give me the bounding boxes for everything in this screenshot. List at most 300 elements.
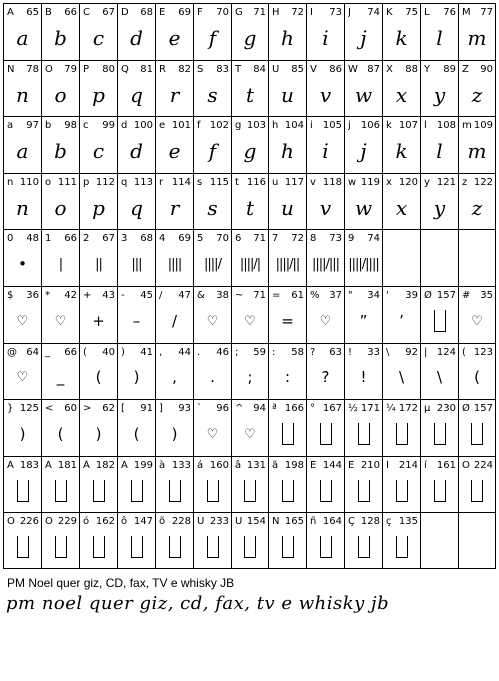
glyph-code: 78: [26, 64, 39, 75]
glyph-code: 73: [329, 233, 342, 244]
glyph-code: 122: [473, 177, 493, 188]
glyph-key-label: l: [424, 120, 427, 131]
glyph-code: 69: [178, 233, 191, 244]
glyph-cell: [79, 343, 117, 399]
glyph-code: 105: [322, 120, 342, 131]
glyph-key-label: q: [121, 177, 128, 188]
glyph-code: 63: [329, 347, 342, 358]
glyph-sample: [118, 244, 155, 284]
glyph-cell: [458, 399, 496, 456]
glyph-cell: [117, 456, 155, 512]
glyph-char: p: [92, 82, 105, 107]
glyph-key-label: Ç: [348, 516, 355, 527]
glyph-sample: [42, 301, 79, 341]
glyph-char: ”: [359, 311, 368, 330]
glyph-code: 99: [102, 120, 115, 131]
glyph-code: 157: [436, 290, 456, 301]
glyph-sample: [459, 18, 495, 58]
glyph-cell: [117, 173, 155, 229]
glyph-sample: [421, 18, 458, 58]
glyph-char: /: [171, 311, 178, 330]
glyph-key-label: 3: [121, 233, 128, 244]
glyph-cell: [420, 286, 458, 343]
glyph-code: 109: [473, 120, 493, 131]
glyph-key-label: u: [272, 177, 279, 188]
glyph-code: 166: [284, 403, 304, 414]
glyph-char: –: [132, 311, 141, 330]
glyph-cell: [382, 173, 420, 229]
glyph-key-label: F: [197, 7, 203, 18]
glyph-cell: [458, 512, 496, 569]
glyph-char: e: [168, 139, 181, 163]
glyph-sample: [118, 188, 155, 227]
missing-glyph-box-icon: [471, 480, 483, 502]
glyph-cell: [344, 343, 382, 399]
glyph-char: ♡: [16, 370, 29, 385]
glyph-cell: [458, 173, 496, 229]
glyph-code: 117: [284, 177, 304, 188]
glyph-sample: [80, 527, 117, 566]
glyph-key-label: ": [348, 290, 353, 301]
missing-glyph-box-icon: [396, 423, 408, 445]
glyph-char: |||: [131, 256, 142, 272]
glyph-sample: [4, 527, 41, 566]
glyph-char: ||||: [167, 256, 182, 272]
glyph-key-label: w: [348, 177, 357, 188]
glyph-cell: [155, 343, 193, 399]
glyph-cell: [193, 512, 231, 569]
glyph-char: ||||/||||: [348, 256, 379, 272]
glyph-code: 96: [216, 403, 229, 414]
missing-glyph-box-icon: [320, 423, 332, 445]
missing-glyph-box-icon: [358, 536, 370, 558]
glyph-code: 68: [140, 233, 153, 244]
missing-glyph-box-icon: [93, 536, 105, 558]
glyph-sample: [345, 358, 382, 397]
glyph-cell: [382, 229, 420, 286]
glyph-key-label: }: [7, 403, 14, 414]
glyph-sample: [80, 471, 117, 510]
glyph-cell: [193, 3, 231, 60]
glyph-code: 48: [26, 233, 39, 244]
glyph-cell: [231, 116, 268, 173]
glyph-key-label: a: [7, 120, 14, 131]
glyph-code: 47: [178, 290, 191, 301]
glyph-sample: [345, 414, 382, 454]
glyph-key-label: @: [7, 347, 17, 358]
glyph-code: 69: [178, 7, 191, 18]
glyph-cell: [155, 60, 193, 116]
glyph-key-label: 1: [45, 233, 52, 244]
missing-glyph-box-icon: [207, 480, 219, 502]
glyph-char: ♡: [206, 313, 219, 329]
glyph-sample: [4, 358, 41, 397]
glyph-cell: [420, 229, 458, 286]
glyph-sample: [194, 131, 231, 171]
glyph-cell: [344, 60, 382, 116]
glyph-sample: [156, 188, 193, 227]
glyph-key-label: 9: [348, 233, 355, 244]
glyph-sample: [42, 471, 79, 510]
glyph-sample: [156, 414, 193, 454]
glyph-char: g: [243, 139, 257, 163]
glyph-key-label: Ô: [7, 516, 15, 527]
glyph-cell: [458, 3, 496, 60]
glyph-key-label: Á: [45, 460, 52, 471]
glyph-cell: [344, 3, 382, 60]
glyph-sample: [345, 244, 382, 284]
glyph-cell: [117, 3, 155, 60]
glyph-code: 104: [284, 120, 304, 131]
glyph-key-label: d: [121, 120, 128, 131]
glyph-key-label: ^: [235, 403, 244, 414]
glyph-sample: [383, 301, 420, 341]
glyph-code: 224: [473, 460, 493, 471]
glyph-code: 65: [26, 7, 39, 18]
glyph-sample: [4, 301, 41, 341]
missing-glyph-box-icon: [282, 480, 294, 502]
missing-glyph-box-icon: [358, 480, 370, 502]
glyph-char: ||||/|: [239, 256, 261, 272]
glyph-char: q: [130, 195, 143, 220]
glyph-code: 98: [64, 120, 77, 131]
missing-glyph-box-icon: [320, 536, 332, 558]
glyph-cell: [155, 399, 193, 456]
glyph-key-label: Â: [83, 460, 90, 471]
glyph-sample: [459, 527, 495, 566]
glyph-sample: [459, 414, 495, 454]
glyph-char: j: [360, 139, 367, 163]
glyph-code: 199: [133, 460, 153, 471]
glyph-char: ;: [247, 368, 253, 386]
glyph-cell: [458, 60, 496, 116]
glyph-cell: [79, 229, 117, 286]
glyph-sample: [421, 414, 458, 454]
glyph-cell: [344, 286, 382, 343]
glyph-sample: [307, 358, 344, 397]
glyph-key-label: x: [386, 177, 392, 188]
missing-glyph-box-icon: [434, 480, 446, 502]
glyph-char: p: [92, 195, 105, 220]
glyph-sample: [80, 301, 117, 341]
glyph-char: ♡: [244, 426, 256, 442]
glyph-char: (: [474, 368, 480, 386]
glyph-key-label: 2: [83, 233, 90, 244]
glyph-code: 121: [436, 177, 456, 188]
glyph-cell: [79, 60, 117, 116]
glyph-code: 75: [405, 7, 418, 18]
missing-glyph-box-icon: [396, 536, 408, 558]
glyph-code: 64: [26, 347, 39, 358]
glyph-cell: [231, 512, 268, 569]
glyph-sample: [269, 188, 306, 227]
glyph-sample: [80, 131, 117, 171]
glyph-cell: [382, 116, 420, 173]
character-map-grid: [3, 3, 496, 569]
glyph-key-label: ª: [272, 403, 277, 414]
glyph-char: u: [281, 195, 294, 220]
glyph-sample: [4, 131, 41, 171]
glyph-cell: [117, 229, 155, 286]
glyph-code: 123: [473, 347, 493, 358]
glyph-char: s: [207, 195, 218, 220]
glyph-char: c: [92, 139, 105, 163]
glyph-sample: [383, 18, 420, 58]
glyph-key-label: [: [121, 403, 125, 414]
glyph-code: 157: [473, 403, 493, 414]
glyph-sample: [194, 301, 231, 341]
glyph-cell: [344, 229, 382, 286]
glyph-key-label: J: [348, 7, 351, 18]
glyph-code: 41: [140, 347, 153, 358]
glyph-cell: [231, 60, 268, 116]
glyph-cell: [382, 343, 420, 399]
glyph-key-label: m: [462, 120, 472, 131]
glyph-char: ): [19, 424, 26, 443]
glyph-key-label: !: [348, 347, 353, 358]
glyph-cell: [306, 343, 344, 399]
glyph-code: 210: [360, 460, 380, 471]
glyph-code: 73: [329, 7, 342, 18]
glyph-code: 60: [64, 403, 77, 414]
glyph-char: ♡: [244, 313, 256, 329]
glyph-sample: [269, 75, 306, 114]
glyph-key-label: -: [121, 290, 125, 301]
glyph-cell: [3, 3, 41, 60]
glyph-char: (: [133, 424, 140, 443]
glyph-code: 131: [246, 460, 266, 471]
glyph-cell: [306, 173, 344, 229]
glyph-cell: [193, 343, 231, 399]
glyph-key-label: *: [45, 290, 50, 301]
glyph-key-label: ç: [386, 516, 392, 527]
glyph-cell: [79, 286, 117, 343]
glyph-key-label: b: [45, 120, 52, 131]
glyph-key-label: &: [197, 290, 205, 301]
glyph-key-label: E: [159, 7, 166, 18]
glyph-cell: [268, 343, 306, 399]
glyph-sample: [4, 75, 41, 114]
glyph-key-label: Ø: [462, 403, 470, 414]
glyph-code: 33: [367, 347, 380, 358]
glyph-key-label: k: [386, 120, 392, 131]
glyph-cell: [193, 173, 231, 229]
glyph-cell: [231, 173, 268, 229]
glyph-sample: [232, 18, 268, 58]
glyph-char: ||||/||: [275, 256, 300, 272]
glyph-char: \: [398, 368, 405, 386]
glyph-code: 108: [436, 120, 456, 131]
glyph-code: 66: [64, 347, 77, 358]
glyph-sample: [459, 301, 495, 341]
glyph-sample: [194, 471, 231, 510]
glyph-cell: [382, 60, 420, 116]
glyph-char: ,: [172, 368, 177, 386]
glyph-sample: [383, 131, 420, 171]
glyph-sample: [383, 414, 420, 454]
missing-glyph-box-icon: [358, 423, 370, 445]
glyph-code: 147: [133, 516, 153, 527]
glyph-cell: [306, 3, 344, 60]
glyph-cell: [268, 286, 306, 343]
glyph-sample: [118, 358, 155, 397]
glyph-char: z: [471, 195, 483, 220]
glyph-sample: [156, 527, 193, 566]
glyph-cell: [420, 343, 458, 399]
glyph-cell: [41, 60, 79, 116]
glyph-key-label: Í: [386, 460, 389, 471]
glyph-cell: [3, 456, 41, 512]
glyph-code: 45: [140, 290, 153, 301]
glyph-sample: [421, 527, 458, 566]
glyph-cell: [41, 399, 79, 456]
glyph-cell: [268, 456, 306, 512]
glyph-char: j: [360, 26, 367, 50]
glyph-char: h: [281, 139, 294, 163]
glyph-sample: [4, 18, 41, 58]
glyph-sample: [421, 75, 458, 114]
glyph-cell: [458, 116, 496, 173]
glyph-cell: [193, 286, 231, 343]
glyph-cell: [268, 512, 306, 569]
glyph-char: ’: [399, 311, 404, 330]
glyph-code: 198: [284, 460, 304, 471]
glyph-sample: [421, 244, 458, 284]
glyph-code: 233: [209, 516, 229, 527]
glyph-cell: [268, 60, 306, 116]
glyph-code: 116: [246, 177, 266, 188]
glyph-cell: [41, 343, 79, 399]
glyph-key-label: H: [272, 7, 280, 18]
glyph-sample: [232, 75, 268, 114]
glyph-cell: [117, 343, 155, 399]
glyph-cell: [268, 116, 306, 173]
glyph-cell: [3, 229, 41, 286]
glyph-key-label: B: [45, 7, 52, 18]
glyph-code: 229: [57, 516, 77, 527]
missing-glyph-box-icon: [131, 536, 143, 558]
glyph-code: 97: [26, 120, 39, 131]
glyph-cell: [268, 229, 306, 286]
glyph-key-label: c: [83, 120, 89, 131]
glyph-code: 66: [64, 7, 77, 18]
glyph-code: 66: [64, 233, 77, 244]
glyph-char: ||||/: [204, 256, 221, 272]
glyph-key-label: j: [348, 120, 351, 131]
glyph-code: 114: [171, 177, 191, 188]
glyph-sample: [345, 18, 382, 58]
glyph-code: 89: [443, 64, 456, 75]
glyph-key-label: Ü: [235, 516, 243, 527]
glyph-key-label: Y: [424, 64, 431, 75]
glyph-cell: [382, 456, 420, 512]
glyph-char: o: [54, 195, 67, 220]
glyph-sample: [42, 131, 79, 171]
glyph-cell: [231, 343, 268, 399]
glyph-key-label: ~: [235, 290, 244, 301]
glyph-sample: [307, 131, 344, 171]
glyph-sample: [421, 471, 458, 510]
glyph-code: 42: [64, 290, 77, 301]
glyph-key-label: U: [272, 64, 280, 75]
glyph-code: 87: [367, 64, 380, 75]
glyph-cell: [117, 512, 155, 569]
glyph-sample: [345, 471, 382, 510]
glyph-char: v: [319, 195, 332, 220]
glyph-char: ?: [321, 368, 330, 386]
glyph-cell: [193, 229, 231, 286]
missing-glyph-box-icon: [17, 480, 29, 502]
glyph-cell: [306, 229, 344, 286]
glyph-char: ♡: [471, 313, 483, 329]
glyph-char: g: [243, 26, 257, 50]
glyph-char: ||: [95, 256, 102, 272]
glyph-sample: [459, 131, 495, 171]
glyph-cell: [3, 286, 41, 343]
glyph-code: 125: [19, 403, 39, 414]
glyph-sample: [156, 301, 193, 341]
glyph-code: 172: [398, 403, 418, 414]
missing-glyph-box-icon: [434, 423, 446, 445]
glyph-cell: [344, 116, 382, 173]
glyph-key-label: X: [386, 64, 393, 75]
glyph-key-label: á: [197, 460, 204, 471]
glyph-code: 92: [405, 347, 418, 358]
glyph-char: a: [16, 139, 29, 163]
glyph-code: 120: [398, 177, 418, 188]
glyph-cell: [79, 399, 117, 456]
glyph-key-label: ó: [83, 516, 90, 527]
glyph-code: 118: [322, 177, 342, 188]
glyph-key-label: 8: [310, 233, 317, 244]
glyph-cell: [79, 116, 117, 173]
glyph-sample: [156, 18, 193, 58]
glyph-sample: [80, 244, 117, 284]
glyph-key-label: z: [462, 177, 468, 188]
glyph-code: 88: [405, 64, 418, 75]
glyph-char: v: [319, 82, 332, 107]
glyph-cell: [231, 399, 268, 456]
missing-glyph-box-icon: [169, 480, 181, 502]
glyph-key-label: G: [235, 7, 243, 18]
glyph-char: s: [207, 82, 218, 107]
glyph-cell: [193, 399, 231, 456]
glyph-key-label: ã: [272, 460, 279, 471]
glyph-char: ♡: [54, 313, 67, 329]
glyph-key-label: A: [7, 7, 14, 18]
glyph-cell: [344, 399, 382, 456]
glyph-key-label: W: [348, 64, 358, 75]
glyph-cell: [231, 456, 268, 512]
glyph-cell: [420, 116, 458, 173]
glyph-cell: [155, 229, 193, 286]
glyph-key-label: µ: [424, 403, 431, 414]
glyph-code: 102: [209, 120, 229, 131]
glyph-char: h: [281, 26, 294, 50]
glyph-sample: [345, 527, 382, 566]
glyph-cell: [3, 512, 41, 569]
glyph-key-label: :: [272, 347, 276, 358]
glyph-cell: [458, 343, 496, 399]
glyph-sample: [80, 75, 117, 114]
glyph-cell: [117, 286, 155, 343]
glyph-code: 113: [133, 177, 153, 188]
glyph-sample: [232, 527, 268, 566]
glyph-sample: [42, 188, 79, 227]
glyph-key-label: V: [310, 64, 317, 75]
glyph-sample: [156, 358, 193, 397]
glyph-key-label: (: [83, 347, 87, 358]
